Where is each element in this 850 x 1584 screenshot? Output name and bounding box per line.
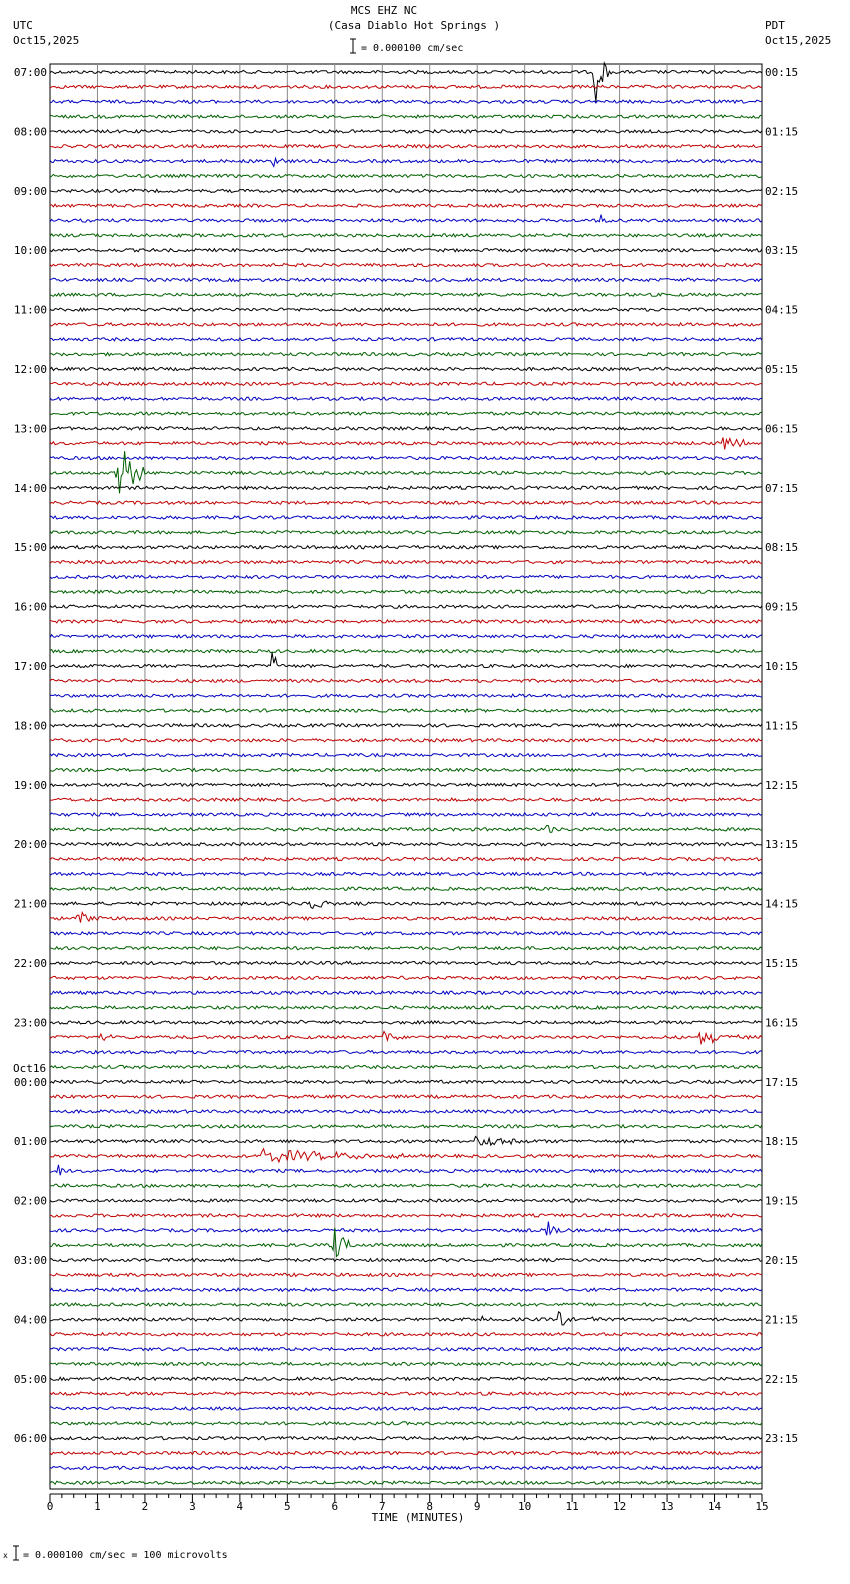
- seismic-trace: [50, 1222, 762, 1236]
- seismic-trace: [50, 590, 762, 593]
- seismic-trace: [50, 768, 762, 771]
- pdt-hour-label: 20:15: [765, 1254, 799, 1267]
- seismic-trace: [50, 724, 762, 727]
- seismic-trace: [50, 1080, 762, 1083]
- pdt-hour-label: 23:15: [765, 1432, 799, 1446]
- site-subtitle: (Casa Diablo Hot Springs ): [327, 19, 501, 32]
- utc-hour-label: 23:00: [13, 1016, 47, 1030]
- seismic-trace: [50, 1125, 762, 1128]
- utc-hour-label: 05:00: [13, 1372, 47, 1386]
- x-tick-label: 6: [331, 1500, 339, 1513]
- seismic-trace: [50, 798, 762, 801]
- seismic-trace: [50, 1136, 762, 1145]
- seismic-trace: [50, 115, 762, 118]
- pdt-hour-label: 12:15: [765, 778, 799, 792]
- seismic-trace: [50, 1065, 762, 1068]
- seismic-trace: [50, 486, 762, 489]
- pdt-hour-label: 03:15: [765, 244, 799, 258]
- left-timezone: UTC: [13, 19, 33, 32]
- pdt-hour-label: 00:15: [765, 66, 799, 79]
- x-tick-label: 9: [473, 1500, 481, 1513]
- station-title: MCS EHZ NC: [350, 4, 418, 17]
- x-tick-label: 14: [707, 1500, 722, 1513]
- seismic-trace: [50, 158, 762, 166]
- pdt-hour-label: 05:15: [765, 363, 799, 376]
- seismic-trace: [50, 1288, 762, 1291]
- seismic-trace: [50, 887, 762, 890]
- seismic-trace: [50, 1214, 762, 1217]
- utc-hour-label: 14:00: [13, 481, 47, 495]
- pdt-hour-label: 06:15: [765, 422, 799, 436]
- x-tick-label: 13: [660, 1500, 674, 1513]
- seismic-trace: [50, 1303, 762, 1306]
- seismic-trace: [50, 1333, 762, 1336]
- x-tick-label: 5: [284, 1500, 291, 1513]
- seismic-trace: [50, 1452, 762, 1455]
- seismic-trace: [50, 382, 762, 385]
- pdt-hour-label: 15:15: [765, 957, 799, 970]
- seismic-trace: [50, 100, 762, 103]
- seismic-trace: [50, 976, 762, 979]
- utc-hour-label: 01:00: [13, 1135, 47, 1149]
- pdt-hour-label: 04:15: [765, 303, 799, 317]
- svg-text:x: x: [3, 1551, 8, 1560]
- seismic-trace: [50, 561, 762, 564]
- pdt-hour-label: 21:15: [765, 1313, 799, 1327]
- seismic-trace: [50, 1422, 762, 1425]
- seismic-trace: [50, 174, 762, 177]
- seismic-trace: [50, 1228, 762, 1257]
- seismic-trace: [50, 338, 762, 341]
- pdt-hour-label: 11:15: [765, 719, 799, 733]
- utc-hour-label: 20:00: [13, 838, 47, 852]
- seismic-trace: [50, 278, 762, 281]
- seismic-trace: [50, 63, 762, 102]
- seismic-trace: [50, 1481, 762, 1484]
- seismic-trace: [50, 620, 762, 623]
- footer-scale-note: = 0.000100 cm/sec = 100 microvolts: [23, 1550, 228, 1561]
- utc-hour-label: 08:00: [13, 125, 47, 139]
- seismic-trace: [50, 249, 762, 252]
- seismic-trace: [50, 323, 762, 326]
- seismic-trace: [50, 1348, 762, 1351]
- utc-hour-label: 10:00: [13, 244, 47, 258]
- seismic-trace: [50, 961, 762, 964]
- pdt-hour-label: 02:15: [765, 184, 799, 198]
- x-tick-label: 2: [141, 1500, 149, 1513]
- seismic-trace: [50, 754, 762, 757]
- seismic-trace: [50, 575, 762, 578]
- utc-hour-label: 03:00: [13, 1254, 47, 1267]
- pdt-hour-label: 13:15: [765, 838, 799, 852]
- seismic-trace: [50, 1312, 762, 1325]
- seismic-trace: [50, 991, 762, 994]
- seismic-trace: [50, 1051, 762, 1054]
- seismic-trace: [50, 501, 762, 504]
- seismic-trace: [50, 650, 762, 653]
- seismic-trace: [50, 912, 762, 922]
- seismic-trace: [50, 1392, 762, 1395]
- right-timezone: PDT: [765, 19, 785, 32]
- seismic-trace: [50, 825, 762, 832]
- utc-hour-label: 13:00: [13, 422, 47, 436]
- utc-hour-label: 04:00: [13, 1313, 47, 1327]
- pdt-hour-label: 19:15: [765, 1194, 799, 1208]
- seismic-trace: [50, 783, 762, 786]
- x-tick-label: 12: [612, 1500, 627, 1513]
- day-change-label: Oct16: [13, 1061, 47, 1075]
- x-tick-label: 7: [378, 1500, 386, 1513]
- utc-hour-label: 17:00: [13, 660, 47, 673]
- x-tick-label: 0: [46, 1500, 54, 1513]
- left-date: Oct15,2025: [13, 34, 80, 47]
- seismic-trace: [50, 1184, 762, 1187]
- pdt-hour-label: 10:15: [765, 660, 799, 673]
- utc-hour-label: 00:00: [13, 1075, 47, 1089]
- seismic-trace: [50, 739, 762, 742]
- seismic-trace: [50, 709, 762, 712]
- utc-hour-label: 22:00: [13, 957, 47, 970]
- seismic-trace: [50, 1377, 762, 1380]
- seismic-trace: [50, 1020, 762, 1024]
- seismic-trace: [50, 1165, 762, 1175]
- pdt-hour-label: 14:15: [765, 897, 799, 911]
- seismic-trace: [50, 1149, 762, 1162]
- utc-hour-label: 07:00: [13, 66, 47, 79]
- seismic-trace: [50, 130, 762, 133]
- x-tick-label: 4: [236, 1500, 244, 1513]
- seismic-trace: [50, 1437, 762, 1440]
- seismic-trace: [50, 397, 762, 400]
- seismic-trace: [50, 694, 762, 697]
- seismic-trace: [50, 438, 762, 450]
- utc-hour-label: 19:00: [13, 778, 47, 792]
- x-tick-label: 10: [518, 1500, 532, 1513]
- pdt-hour-label: 07:15: [765, 481, 799, 495]
- seismic-trace: [50, 947, 762, 950]
- pdt-hour-label: 09:15: [765, 600, 799, 614]
- seismic-trace: [50, 901, 762, 908]
- seismic-trace: [50, 264, 762, 267]
- seismic-trace: [50, 1273, 762, 1276]
- seismic-trace: [50, 516, 762, 519]
- seismic-trace: [50, 367, 762, 370]
- seismic-trace: [50, 1006, 762, 1009]
- seismic-trace: [50, 353, 762, 356]
- seismic-trace: [50, 605, 762, 608]
- x-tick-label: 11: [565, 1500, 579, 1513]
- seismic-trace: [50, 145, 762, 148]
- x-tick-label: 3: [189, 1500, 196, 1513]
- x-tick-label: 15: [755, 1500, 769, 1513]
- seismic-trace: [50, 412, 762, 415]
- seismic-trace: [50, 872, 762, 875]
- utc-hour-label: 06:00: [13, 1432, 47, 1446]
- seismic-trace: [50, 1031, 762, 1044]
- pdt-hour-label: 16:15: [765, 1016, 799, 1030]
- pdt-hour-label: 08:15: [765, 541, 799, 555]
- seismic-trace: [50, 1466, 762, 1469]
- seismic-trace: [50, 635, 762, 638]
- utc-hour-label: 21:00: [13, 897, 47, 911]
- seismic-trace: [50, 427, 762, 430]
- utc-hour-label: 16:00: [13, 600, 47, 614]
- seismic-trace: [50, 215, 762, 223]
- seismic-trace: [50, 85, 762, 88]
- seismic-trace: [50, 204, 762, 207]
- seismic-trace: [50, 531, 762, 534]
- seismic-trace: [50, 813, 762, 816]
- pdt-hour-label: 01:15: [765, 125, 799, 139]
- seismic-trace: [50, 308, 762, 311]
- seismic-trace: [50, 1258, 762, 1261]
- seismic-trace: [50, 843, 762, 846]
- pdt-hour-label: 22:15: [765, 1372, 799, 1386]
- seismic-trace: [50, 1199, 762, 1202]
- utc-hour-label: 18:00: [13, 719, 47, 733]
- seismic-trace: [50, 858, 762, 861]
- seismic-trace: [50, 1362, 762, 1365]
- seismic-trace: [50, 1095, 762, 1098]
- pdt-hour-label: 18:15: [765, 1135, 799, 1149]
- seismic-trace: [50, 546, 762, 549]
- seismic-trace: [50, 932, 762, 935]
- x-tick-label: 8: [426, 1500, 434, 1513]
- seismic-trace: [50, 293, 762, 296]
- seismic-trace: [50, 1110, 762, 1113]
- x-axis-title: TIME (MINUTES): [371, 1511, 465, 1524]
- seismic-trace: [50, 234, 762, 237]
- footer-scale-icon: [3, 1543, 19, 1563]
- pdt-hour-label: 17:15: [765, 1075, 799, 1089]
- scale-label: = 0.000100 cm/sec: [361, 43, 464, 54]
- utc-hour-label: 12:00: [13, 363, 47, 376]
- right-date: Oct15,2025: [765, 34, 832, 47]
- seismic-trace: [50, 1407, 762, 1410]
- seismic-trace: [50, 653, 762, 668]
- seismic-trace: [50, 457, 762, 460]
- utc-hour-label: 02:00: [13, 1194, 47, 1208]
- utc-hour-label: 09:00: [13, 184, 47, 198]
- seismic-trace: [50, 189, 762, 192]
- utc-hour-label: 11:00: [13, 303, 47, 317]
- x-tick-label: 1: [94, 1500, 101, 1513]
- seismic-trace: [50, 679, 762, 682]
- utc-hour-label: 15:00: [13, 541, 47, 555]
